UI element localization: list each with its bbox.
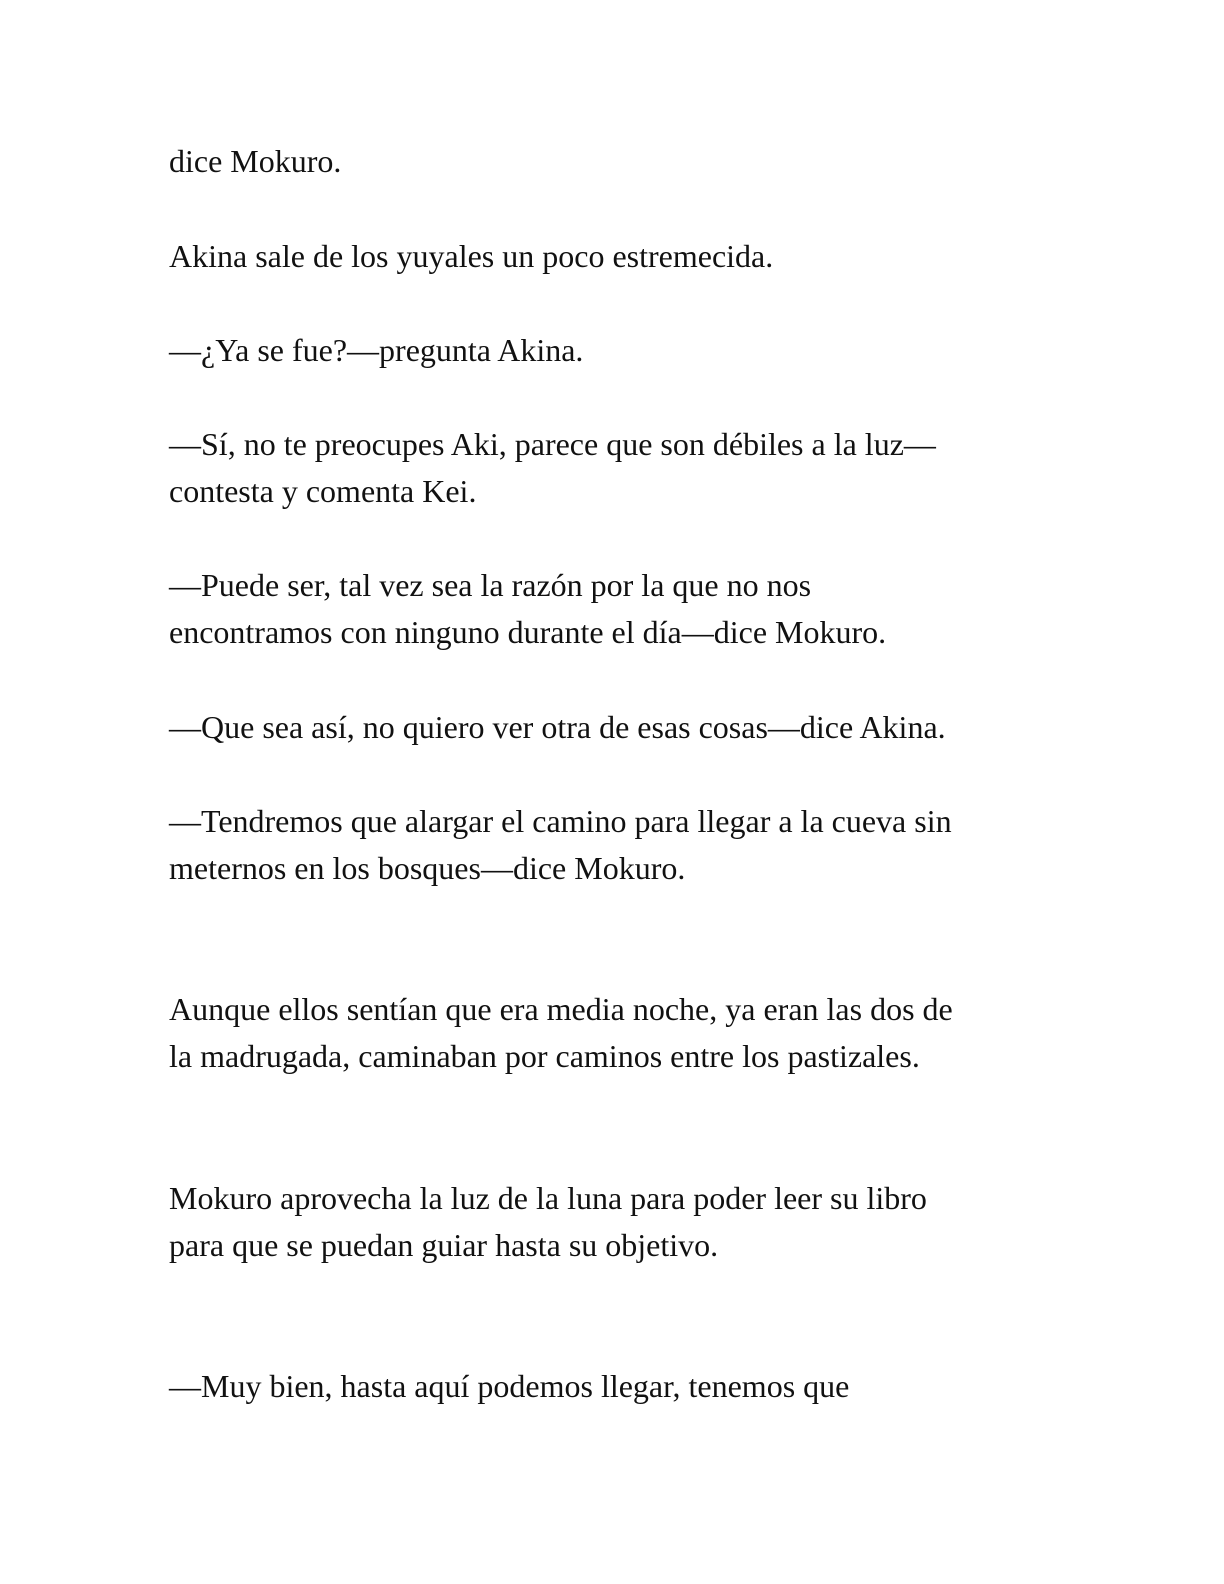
paragraph [169, 327, 1069, 374]
paragraph [169, 986, 1069, 1080]
paragraph [169, 1175, 1069, 1269]
text-line: Akina sale de los yuyales un poco estremecida. [169, 238, 774, 274]
text-line: dice Mokuro. [169, 143, 342, 179]
text-line: meternos en los bosques—dice Mokuro. [169, 850, 686, 886]
text-line: —¿Ya se fue?—pregunta Akina. [169, 332, 584, 368]
paragraph [169, 421, 1069, 515]
paragraph [169, 562, 1069, 656]
text-line: —Que sea así, no quiero ver otra de esas cosas—dice Akina. [169, 709, 946, 745]
text-line: —Sí, no te preocupes Aki, parece que son débiles a la luz— [169, 426, 936, 462]
text-line: contesta y comenta Kei. [169, 473, 477, 509]
text-line: —Muy bien, hasta aquí podemos llegar, tenemos que [169, 1368, 850, 1404]
text-line: —Tendremos que alargar el camino para llegar a la cueva sin [169, 803, 952, 839]
paragraph [169, 233, 1069, 280]
text-line: Mokuro aprovecha la luz de la luna para poder leer su libro [169, 1180, 927, 1216]
paragraph [169, 1363, 1069, 1410]
text-line: —Puede ser, tal vez sea la razón por la que no nos [169, 567, 812, 603]
text-line: la madrugada, caminaban por caminos entre los pastizales. [169, 1038, 920, 1074]
paragraph [169, 138, 1069, 185]
paragraph [169, 798, 1069, 892]
text-line: encontramos con ninguno durante el día—dice Mokuro. [169, 614, 887, 650]
text-line: Aunque ellos sentían que era media noche, ya eran las dos de [169, 991, 953, 1027]
text-line: para que se puedan guiar hasta su objetivo. [169, 1227, 719, 1263]
paragraph [169, 704, 1069, 751]
